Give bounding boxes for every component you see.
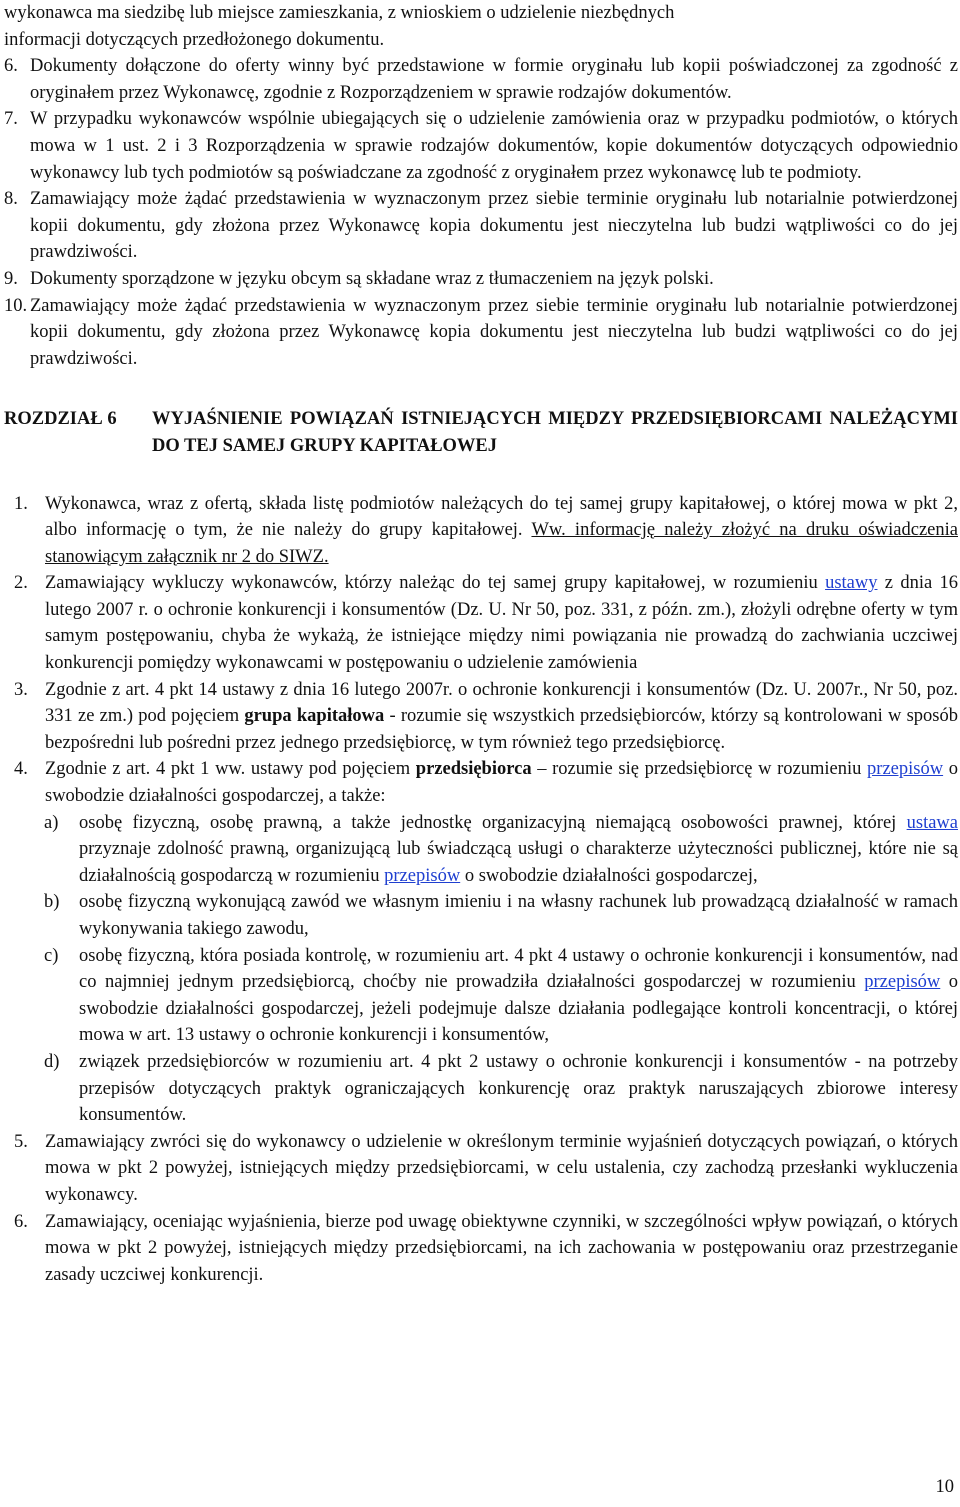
item-letter: b) [44, 892, 60, 913]
underlined-note: Ww. informację należy złożyć na druku oświadczenia stanowiącym załącznik nr 2 do SIWZ. [45, 520, 958, 567]
chapter-title: WYJAŚNIENIE POWIĄZAŃ ISTNIEJĄCYCH MIĘDZY PRZEDSIĘBIORCAMI NALEŻĄCYMI DO TEJ SAMEJ GRUPY KAPITAŁOWEJ [152, 409, 958, 456]
sub-item-b [44, 889, 958, 942]
link-ustawa[interactable]: ustawa [906, 812, 958, 833]
chapter-heading [4, 406, 958, 459]
sub-list [4, 810, 958, 1129]
item-text: Zamawiający może żądać przedstawienia w wyznaczonym przez siebie terminie oryginału lub notarialnie potwierdzonej kopii dokumentu, gdy złożona przez Wykonawcę kopia dokumentu jest nieczytelna lub budzi wątpliwości co do jej prawdziwości. [30, 295, 958, 369]
item-text: Dokumenty sporządzone w języku obcym są składane wraz z tłumaczeniem na język polski. [30, 268, 714, 289]
text-run: o swobodzie działalności gospodarczej, jeżeli podejmuje dalsze działania podlegające kontroli koncentracji, o której mowa w art. 13 ustawy o ochronie konkurencji i konsumentów, [79, 972, 959, 1046]
intro-line-2: informacji dotyczących przedłożonego dokumentu. [4, 29, 385, 50]
item-letter: a) [44, 812, 59, 833]
list-item-10 [4, 293, 958, 373]
text-run: o swobodzie działalności gospodarczej, a także: [45, 759, 958, 807]
chapter-item-1 [14, 491, 958, 571]
chapter-item-4 [14, 756, 958, 809]
item-text [45, 677, 958, 757]
chapter-label: ROZDZIAŁ 6 [4, 409, 117, 430]
intro-line-1: wykonawca ma siedzibę lub miejsce zamieszkania, z wnioskiem o udzielenie niezbędnych [4, 3, 675, 23]
item-text: Dokumenty dołączone do oferty winny być przedstawione w formie oryginału lub kopii poświadczonej za zgodność z oryginałem przez Wykonawcę, zgodnie z Rozporządzeniem w sprawie rodzajów dokumentów. [30, 56, 958, 103]
list-item-9 [4, 266, 958, 293]
text-run: osobę fizyczną, osobę prawną, a także jednostkę organizacyjną niemającą osobowości prawnej, której [79, 812, 907, 833]
item-letter: d) [44, 1051, 60, 1072]
item-number: 10. [4, 295, 28, 316]
item-text: osobę fizyczną wykonującą zawód we własnym imieniu i na własny rachunek lub prowadzącą działalność w ramach wykonywania takiego zawodu, [79, 892, 958, 939]
spacer [4, 460, 958, 491]
item-text [45, 756, 958, 809]
sub-item-d [44, 1049, 958, 1129]
item-text: W przypadku wykonawców wspólnie ubiegających się o udzielenie zamówienia oraz w przypadku podmiotów, o których mowa w 1 ust. 2 i 3 Rozporządzenia w sprawie rodzajów dokumentów, kopie dokumentów dotyczących odpowiednio wykonawcy lub tych podmiotów są poświadczane za zgodność z oryginałem przez wykonawcę lub te podmioty. [30, 109, 958, 183]
item-number: 7. [4, 109, 18, 130]
text-run: o swobodzie działalności gospodarczej, [460, 865, 758, 886]
item-number: 6. [14, 1211, 28, 1232]
item-number: 2. [14, 573, 28, 594]
chapter-item-5 [14, 1129, 958, 1209]
bold-term: przedsiębiorca [415, 759, 532, 780]
text-run: Zgodnie z art. 4 pkt 14 ustawy z dnia 16 lutego 2007r. o ochronie konkurencji i konsumentów (Dz. U. 2007r., Nr 50, poz. 331 ze zm.) pod pojęciem [45, 679, 958, 727]
item-letter: c) [44, 945, 59, 966]
link-przepisow[interactable]: przepisów [864, 972, 941, 993]
item-text [45, 570, 958, 676]
item-number: 5. [14, 1131, 28, 1152]
chapter-item-2 [14, 570, 958, 676]
page-number: 10 [935, 1477, 954, 1498]
document-list-top [4, 53, 958, 372]
bold-term: grupa kapitałowa [244, 706, 385, 727]
chapter-item-6 [14, 1209, 958, 1289]
link-przepisow[interactable]: przepisów [867, 759, 944, 780]
item-number: 1. [14, 493, 28, 514]
item-number: 9. [4, 268, 18, 289]
item-text: związek przedsiębiorców w rozumieniu art. 4 pkt 2 ustawy o ochronie konkurencji i konsumentów - na potrzeby przepisów dotyczących praktyk ograniczających konkurencję oraz praktyk naruszających zbiorowe interesy konsumentów. [79, 1051, 958, 1126]
text-run: z dnia 16 lutego 2007 r. o ochronie konkurencji i konsumentów (Dz. U. Nr 50, poz. 331, z późn. zm.), złożyli odrębne oferty w tym samym postępowaniu, chyba że wykażą, że istniejące między nimi powiązania nie prowadzą do zachwiania uczciwej konkurencji pomiędzy wykonawcami w postępowaniu o udzielenie zamówienia [45, 573, 958, 674]
item-number: 6. [4, 56, 18, 77]
text-run: – rozumie się przedsiębiorcę w rozumieniu [531, 759, 868, 780]
item-number: 4. [14, 759, 28, 780]
list-item-8 [4, 186, 958, 266]
item-text [79, 810, 958, 890]
item-number: 3. [14, 679, 28, 700]
text-run: Zgodnie z art. 4 pkt 1 ww. ustawy pod pojęciem [45, 759, 416, 780]
chapter-list [4, 491, 958, 1289]
item-text [79, 943, 958, 1049]
item-text: Zamawiający może żądać przedstawienia w wyznaczonym przez siebie terminie oryginału lub notarialnie potwierdzonej kopii dokumentu, gdy złożona przez Wykonawcę kopia dokumentu jest nieczytelna lub budzi wątpliwości co do jej prawdziwości. [30, 189, 958, 263]
text-run: osobę fizyczną, która posiada kontrolę, w rozumieniu art. 4 pkt 4 ustawy o ochronie konkurencji i konsumentów, nad co najmniej jednym przedsiębiorcą, choćby nie prowadziła działalności gospodarczej w rozumieniu [79, 945, 958, 993]
text-run: Wykonawca, wraz z ofertą, składa listę podmiotów należących do tej samej grupy kapitałowej, o której mowa w pkt 2, albo informację o tym, że nie należy do grupy kapitałowej. [45, 493, 958, 541]
item-number: 8. [4, 189, 18, 210]
sub-item-a [44, 810, 958, 890]
list-item-7 [4, 106, 958, 186]
sub-item-c [44, 943, 958, 1049]
link-ustawy[interactable]: ustawy [825, 573, 878, 594]
chapter-item-3 [14, 677, 958, 757]
text-run: przyznaje zdolność prawną, organizującą lub świadczącą usługi o charakterze użyteczności publicznej, które nie są działalnością gospodarczą w rozumieniu [79, 839, 958, 886]
text-run: Zamawiający wykluczy wykonawców, którzy należąc do tej samej grupy kapitałowej, w rozumieniu [45, 573, 826, 594]
item-text: Zamawiający zwróci się do wykonawcy o udzielenie w określonym terminie wyjaśnień dotyczących powiązań, o których mowa w pkt 2 powyżej, istniejących między przedsiębiorcami, w celu ustalenia, czy zachodzą przesłanki wykluczenia wykonawcy. [45, 1131, 958, 1205]
item-text: Zamawiający, oceniając wyjaśnienia, bierze pod uwagę obiektywne czynniki, w szczególności wpływ powiązań, o których mowa w pkt 2 powyżej, istniejących między przedsiębiorcami, na ich zachowania w postępowaniu oraz przestrzeganie zasady uczciwej konkurencji. [45, 1211, 958, 1285]
text-run: - rozumie się wszystkich przedsiębiorców, którzy są kontrolowani w sposób bezpośredni lub pośredni przez jednego przedsiębiorcę, w tym również tego przedsiębiorcę. [45, 706, 958, 753]
link-przepisow[interactable]: przepisów [384, 865, 461, 886]
item-text [45, 491, 958, 571]
list-item-6 [4, 53, 958, 106]
